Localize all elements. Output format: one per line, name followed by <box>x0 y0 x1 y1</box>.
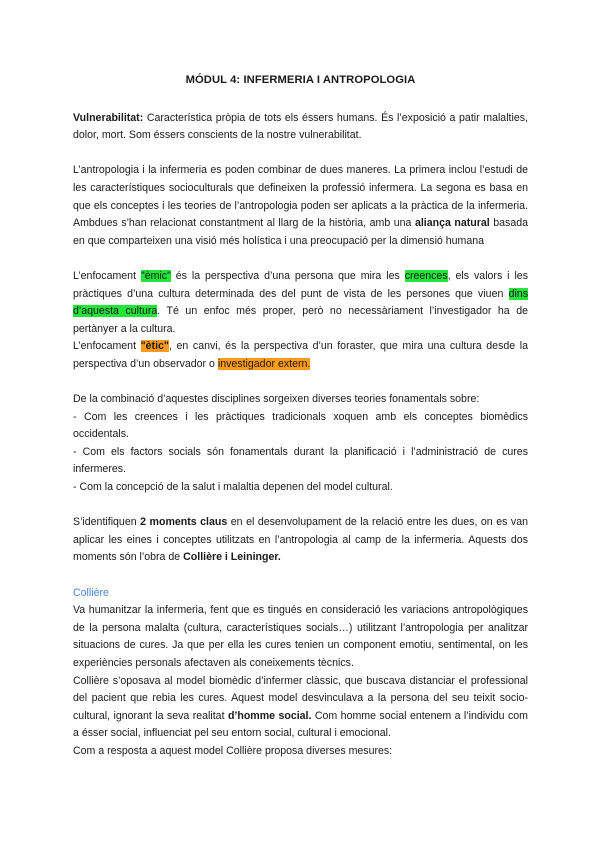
dins-cultura-highlight: dins d’aquesta cultura <box>73 287 528 318</box>
antropologia-paragraph <box>73 162 528 250</box>
emic-text-4: . Té un enfoc més proper, però no necessàriament l’investigador ha de pertànyer a la cultura. <box>73 305 528 335</box>
moments-paragraph <box>73 514 528 567</box>
etic-paragraph <box>73 338 528 373</box>
list-item: - Com les creences i les pràctiques tradicionals xoquen amb els conceptes biomèdics occidentals. <box>73 410 528 441</box>
emic-paragraph <box>73 268 528 338</box>
emic-text-3: , els valors i les pràctiques d’una cultura determinada des del punt de vista de les persones que viuen <box>73 269 528 300</box>
moments-claus-bold: 2 moments claus <box>140 516 228 529</box>
antropologia-text-1: L’antropologia i la infermeria es poden combinar de dues maneres. La primera inclou l’estudi de les característiques socioculturals que defineixen la professió infermera. La segona es basa en que els conceptes i les teories de l’antropologia poden ser aplicats a la pràctica de la infermeria. Ambdues s’han relacionat constantment al llarg de la història, amb una <box>73 164 528 230</box>
colliere-paragraph-1: Va humanitzar la infermeria, fent que es tingués en consideració les variacions antropològiques de la persona malalta (cultura, característiques socials…) utilitzant l’antropologia per analitzar situacions de cures. Ja que per ella les cures tenien un component emotiu, sentimental, on les experiències personals afectaven als coneixements tècnics. <box>73 604 528 669</box>
etic-text-2: , en canvi, és la perspectiva d’un foraster, que mira una cultura desde la perspectiva d’un observador o <box>73 340 528 370</box>
colliere-p2-text-2: Com homme social entenem a l’individu com a ésser social, influenciat pel seu entorn social, cultural i emocional. <box>73 709 528 740</box>
colliere-p2-text-1: Collière s’oposava al model biomèdic d’infermer clàssic, que buscava distanciar el professional del pacient que rebia les cures. Aquest model desvinculava a la persona del seu teixit socio-cultural, ignorant la seva realitat <box>73 674 528 722</box>
emic-text-1: L’enfocament <box>73 269 141 282</box>
vulnerabilitat-paragraph <box>73 110 528 145</box>
creences-highlight: creences <box>404 269 448 282</box>
investigador-extern-highlight: investigador extern. <box>217 357 311 370</box>
colliere-heading: Collière <box>73 586 109 599</box>
emic-highlight: "èmic" <box>140 269 171 282</box>
list-item: - Com la concepció de la salut i malaltia depenen del model cultural. <box>73 481 393 494</box>
page-title: MÓDUL 4: INFERMERIA I ANTROPOLOGIA <box>185 74 416 86</box>
etic-highlight: "ètic" <box>140 340 169 353</box>
vulnerabilitat-text: Característica pròpia de tots els éssers humans. És l’exposició a patir malalties, dolor, mort. Som éssers conscients de la nostre vulnerabilitat. <box>73 111 528 142</box>
moments-text-1: S’identifiquen <box>73 516 141 529</box>
emic-text-2: és la perspectiva d’una persona que mira les <box>170 269 405 282</box>
vulnerabilitat-term: Vulnerabilitat: <box>73 111 144 124</box>
homme-social-bold: d’homme social. <box>227 709 312 722</box>
antropologia-text-2: basada en que comparteixen una visió més holística i una preocupació per la dimensió humana <box>73 217 528 247</box>
colliere-paragraph-3: Com a resposta a aquest model Collière proposa diverses mesures: <box>73 744 393 757</box>
colliere-paragraph-2 <box>73 673 528 743</box>
list-item: - Com els factors socials són fonamentals durant la planificació i l’administració de cures infermeres. <box>73 445 528 476</box>
moments-text-2: en el desenvolupament de la relació entre les dues, on es van aplicar les eines i conceptes utilitzats en l’antropologia al camp de la infermeria. Aquests dos moments són l’obra de <box>73 516 528 564</box>
alianca-natural-bold: aliança natural <box>414 217 490 230</box>
etic-text-1: L’enfocament <box>73 340 141 353</box>
authors-bold: Collière i Leininger. <box>183 551 281 564</box>
teories-intro: De la combinació d’aquestes disciplines sorgeixen diverses teories fonamentals sobre: <box>73 393 480 406</box>
